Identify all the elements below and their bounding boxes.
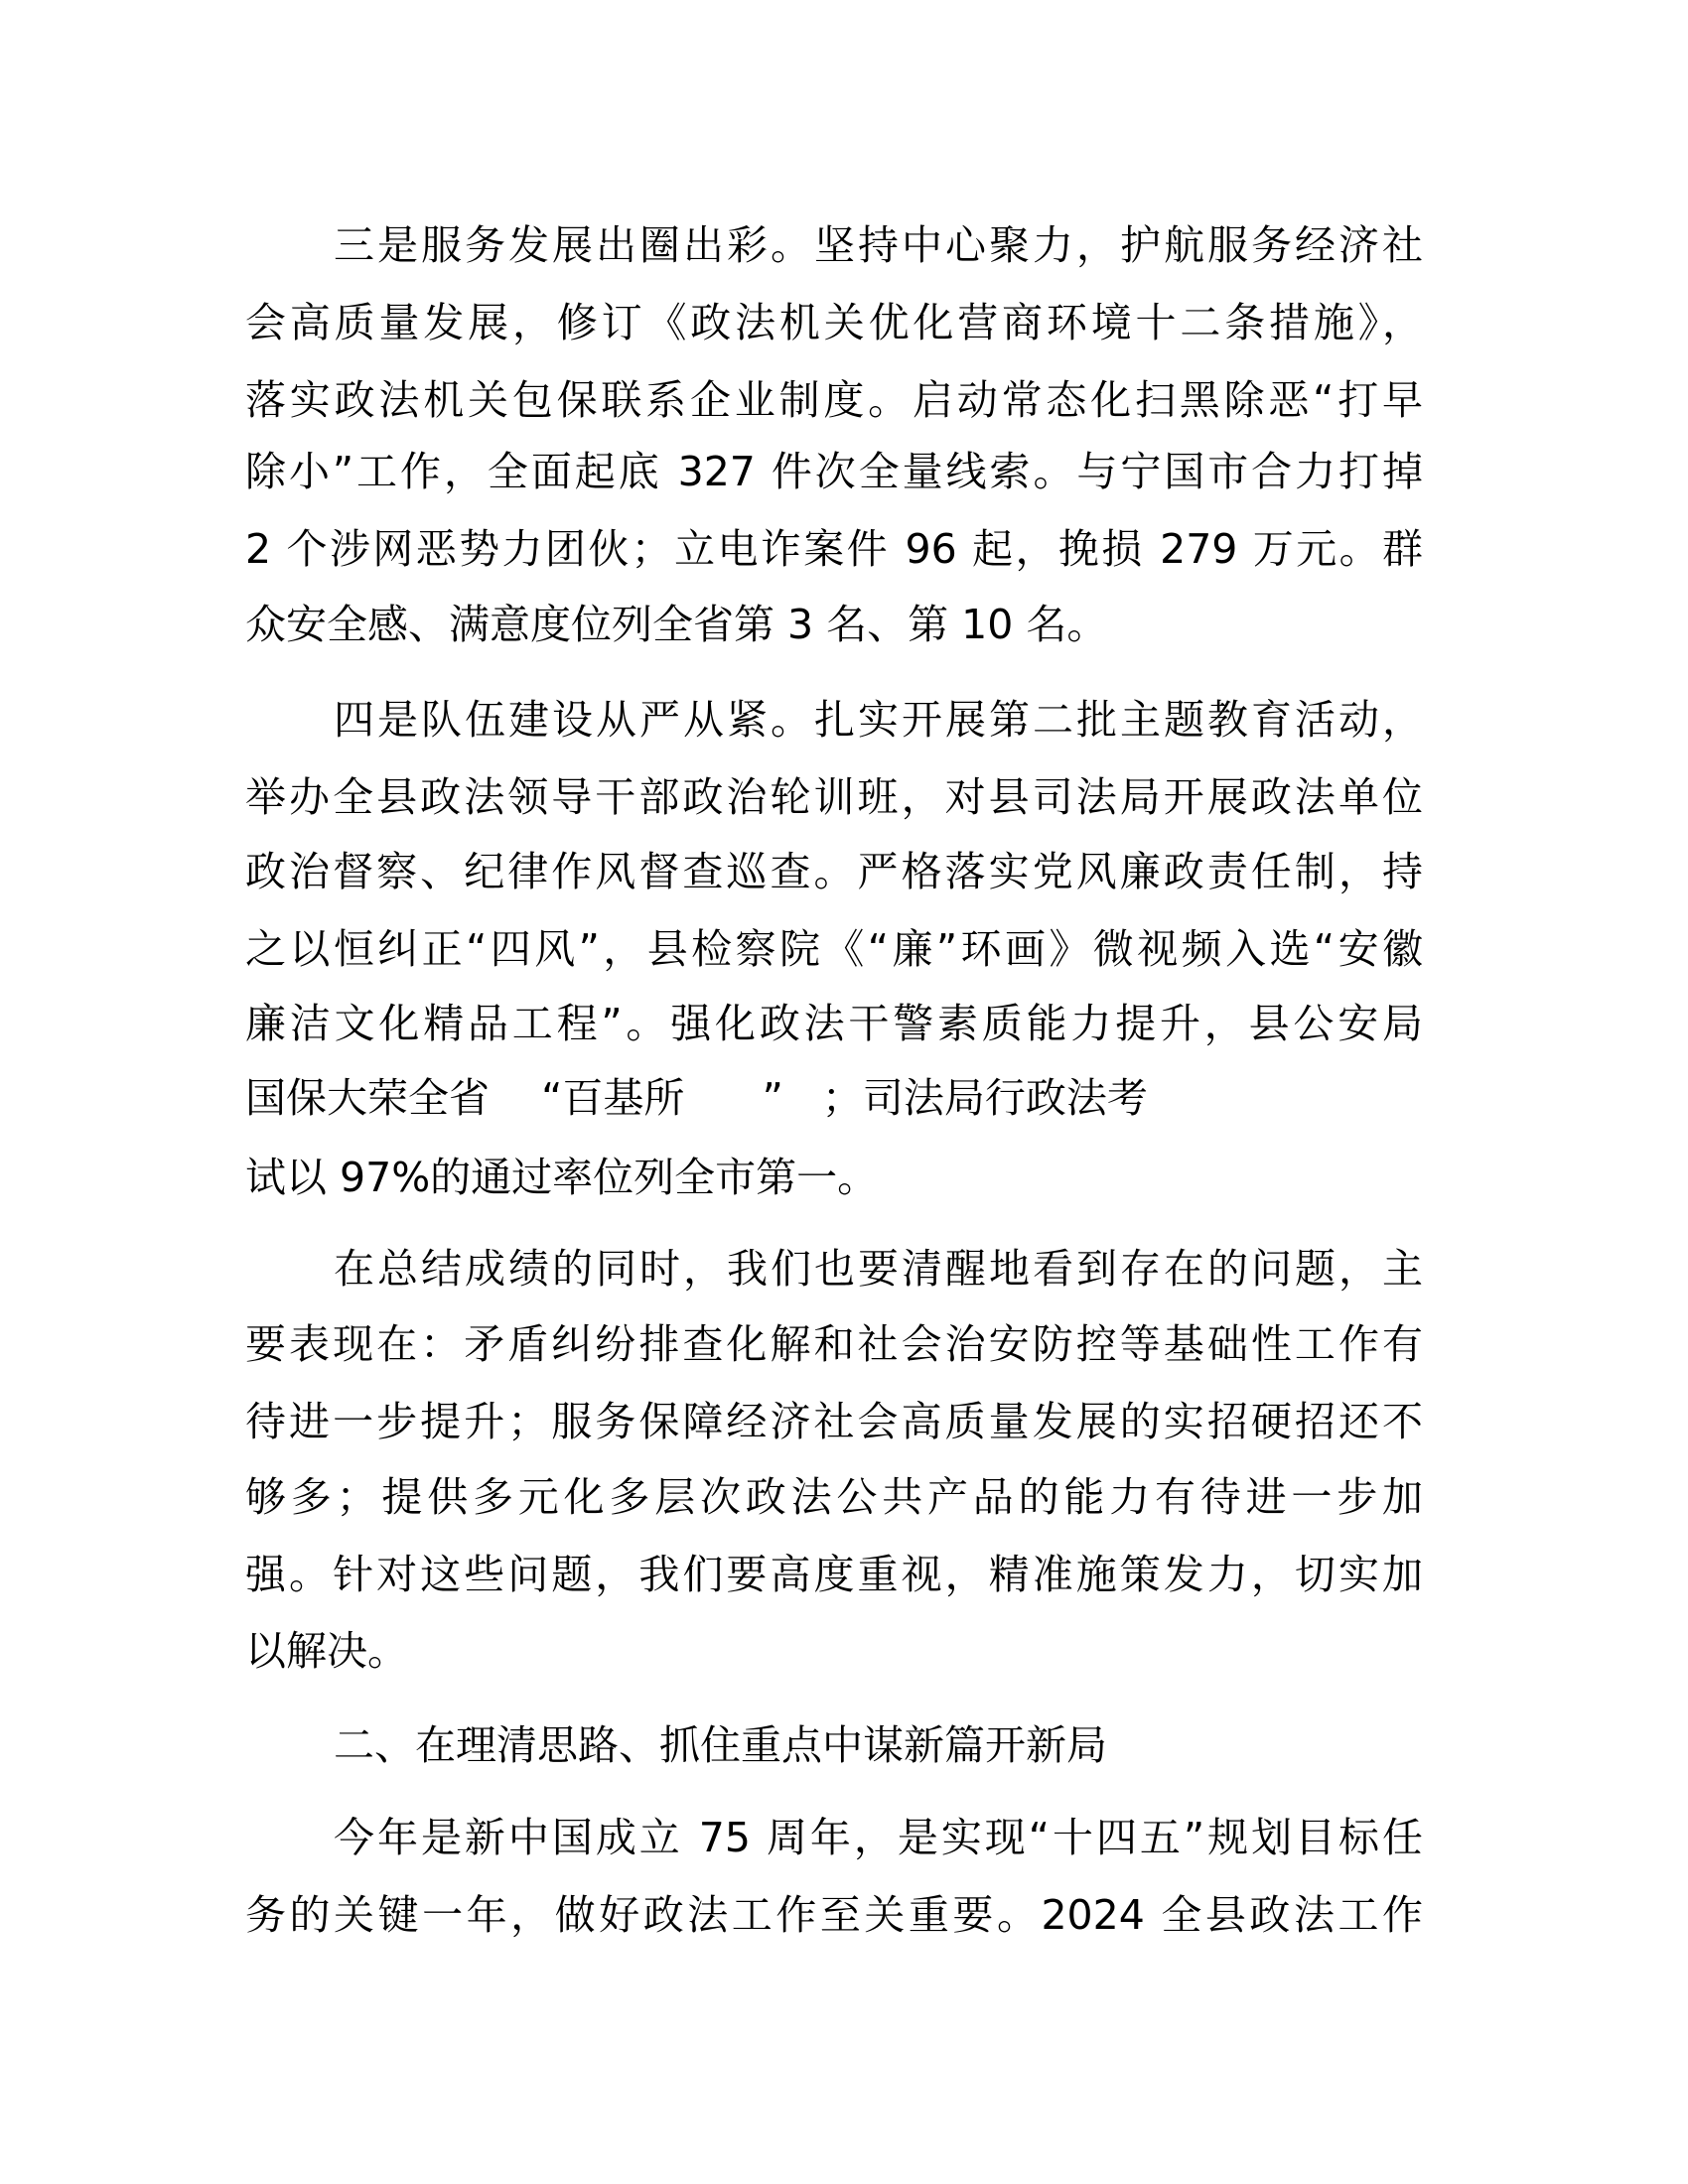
paragraph-line: 三是服务发展出圈出彩。坚持中心聚力，护航服务经济社 [334, 221, 1423, 269]
paragraph-line: 会高质量发展，修订《政法机关优化营商环境十二条措施》， [245, 299, 1423, 346]
section-heading: 二、在理清思路、抓住重点中谋新篇开新局 [334, 1721, 1107, 1769]
paragraph-line: 之以恒纠正“四风”，县检察院《“廉”环画》微视频入选“安徽 [245, 925, 1423, 973]
paragraph-line: 务的关键一年，做好政法工作至关重要。2024 全县政法工作 [245, 1891, 1423, 1939]
paragraph-line: 今年是新中国成立 75 周年，是实现“十四五”规划目标任 [334, 1814, 1423, 1861]
paragraph-line: 够多；提供多元化多层次政法公共产品的能力有待进一步加 [245, 1473, 1423, 1521]
paragraph-line: 在总结成绩的同时，我们也要清醒地看到存在的问题，主 [334, 1245, 1423, 1293]
paragraph-line: 以解决。 [245, 1627, 408, 1675]
paragraph-line: 要表现在：矛盾纠纷排查化解和社会治安防控等基础性工作有 [245, 1320, 1423, 1368]
paragraph-line: 试以 97%的通过率位列全市第一。 [245, 1154, 879, 1201]
paragraph-line: 政治督察、纪律作风督查巡查。严格落实党风廉政责任制，持 [245, 848, 1423, 895]
paragraph-line: 落实政法机关包保联系企业制度。启动常态化扫黑除恶“打早 [245, 376, 1423, 424]
paragraph-line: 强。针对这些问题，我们要高度重视，精准施策发力，切实加 [245, 1551, 1423, 1598]
paragraph-line: 举办全县政法领导干部政治轮训班，对县司法局开展政法单位 [245, 773, 1423, 821]
paragraph-line: 待进一步提升；服务保障经济社会高质量发展的实招硬招还不 [245, 1398, 1423, 1445]
paragraph-line: 除小”工作，全面起底 327 件次全量线索。与宁国市合力打掉 [245, 448, 1423, 495]
paragraph-line: 国保大荣全省 “百基所 ” ；司法局行政法考 [245, 1074, 1148, 1122]
paragraph-line: 廉洁文化精品工程”。强化政法干警素质能力提升，县公安局 [245, 1000, 1423, 1047]
paragraph-line: 四是队伍建设从严从紧。扎实开展第二批主题教育活动， [334, 696, 1423, 744]
paragraph-line: 众安全感、满意度位列全省第 3 名、第 10 名。 [245, 601, 1108, 648]
paragraph-line: 2 个涉网恶势力团伙；立电诈案件 96 起，挽损 279 万元。群 [245, 525, 1423, 573]
